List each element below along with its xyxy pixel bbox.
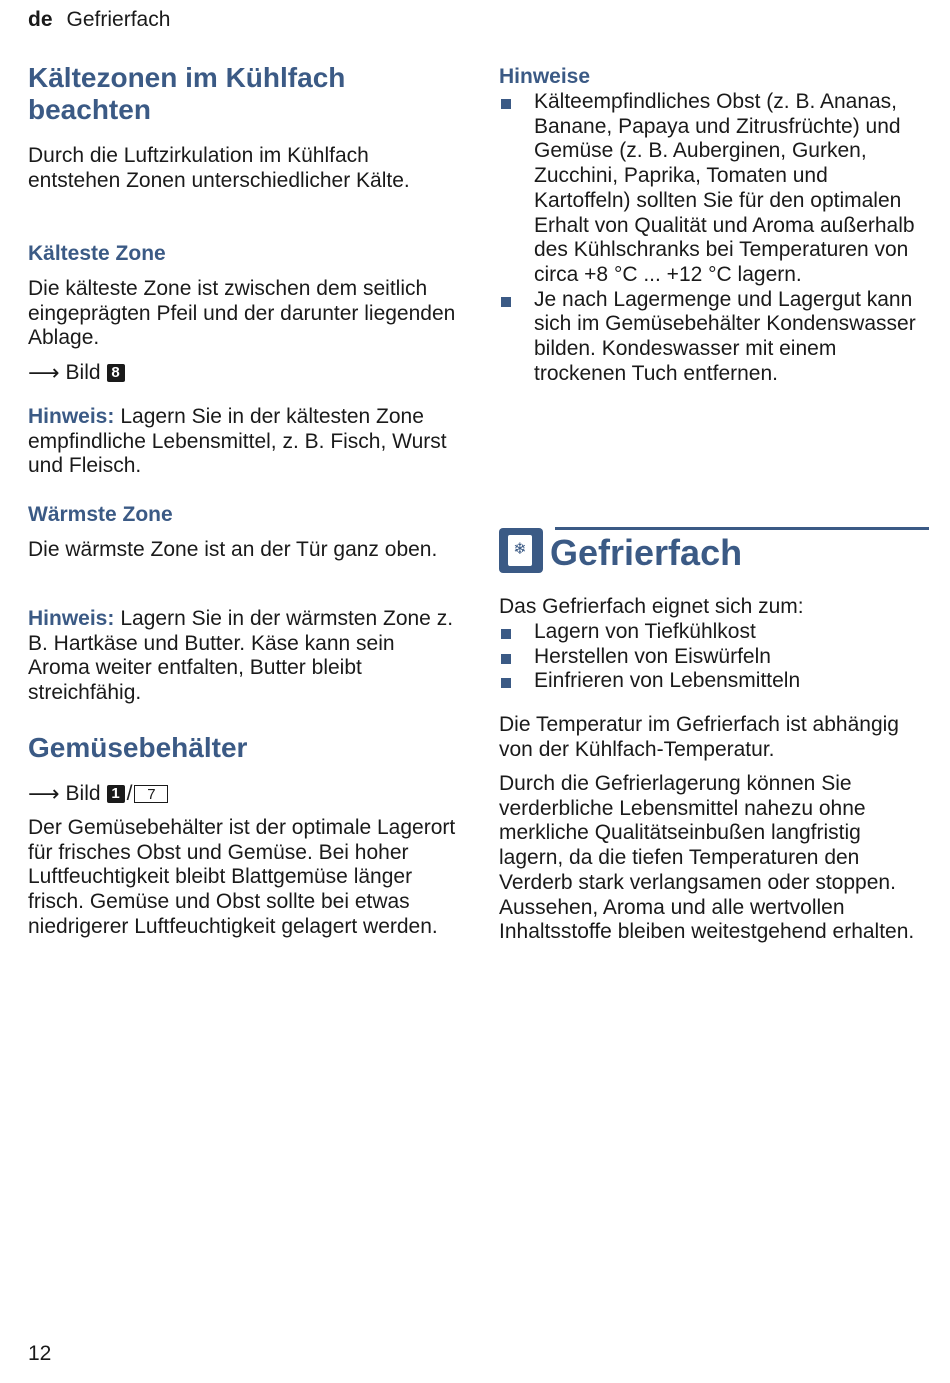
page-header bbox=[28, 8, 170, 32]
header-section-title: Gefrierfach bbox=[66, 8, 171, 31]
freezer-storage-text: Durch die Gefrierlagerung können Sie verderbliche Lebensmittel nahezu ohne merkliche Qualitätseinbußen langfristig lagern, da die tiefen Temperaturen den Verderb stark verlangsamen oder stoppen. Aussehen, Aroma und alle wertvollen Inhaltsstoffe bleiben weitestgehend erhalten. bbox=[499, 772, 915, 944]
notes-heading: Hinweise bbox=[499, 65, 591, 88]
list-item: Je nach Lagermenge und Lagergut kann sich im Gemüsebehälter Kondenswasser bilden. Kondeswasser mit einem trockenen Tuch entfernen. bbox=[499, 288, 929, 387]
cold-zones-heading: Kältezonen im Kühlfach beachten bbox=[28, 62, 346, 125]
language-code: de bbox=[28, 8, 53, 31]
crisper-text: Der Gemüsebehälter ist der optimale Lagerort für frisches Obst und Gemüse. Bei hoher Luftfeuchtigkeit bleibt Blattgemüse länger frisch. Gemüse und Obst sollte bei etwas niedrigerer Luftfeuchtigkeit gelagert werden. bbox=[28, 816, 456, 938]
figure-number-badge: 8 bbox=[107, 364, 125, 382]
warmest-zone-hint bbox=[28, 607, 458, 706]
notes-list bbox=[499, 90, 929, 386]
arrow-right-icon: ⟶ bbox=[28, 360, 60, 385]
figure-separator: / bbox=[126, 782, 133, 805]
section-divider bbox=[555, 527, 929, 530]
freezer-temperature-text: Die Temperatur im Gefrierfach ist abhängig von der Kühlfach-Temperatur. bbox=[499, 713, 899, 761]
figure-reference-8 bbox=[28, 360, 458, 386]
hint-text: Lagern Sie in der wärmsten Zone z. B. Hartkäse und Butter. Käse kann sein Aroma weiter entfalten, Butter bleibt streichfähig. bbox=[28, 607, 454, 705]
figure-label: Bild bbox=[65, 782, 101, 805]
coldest-zone-text: Die kälteste Zone ist zwischen dem seitlich eingeprägten Pfeil und der darunter liegenden Ablage. bbox=[28, 277, 456, 350]
list-item: Lagern von Tiefkühlkost bbox=[499, 620, 929, 645]
warmest-zone-text: Die wärmste Zone ist an der Tür ganz oben. bbox=[28, 538, 438, 561]
list-item: Einfrieren von Lebensmitteln bbox=[499, 669, 929, 694]
figure-reference-1-7 bbox=[28, 781, 458, 807]
hint-text: Lagern Sie in der kältesten Zone empfindliche Lebensmittel, z. B. Fisch, Wurst und Fleisch. bbox=[28, 405, 447, 478]
freezer-icon bbox=[499, 528, 543, 573]
list-item: Kälteempfindliches Obst (z. B. Ananas, Banane, Papaya und Zitrusfrüchte) und Gemüse (z. B. Auberginen, Gurken, Zucchini, Paprika, Tomaten und Kartoffeln) sollten Sie für den optimalen Erhalt von Qualität und Aroma außerhalb des Kühlschranks bei Temperaturen von circa +8 °C ... +12 °C lagern. bbox=[499, 90, 929, 288]
hint-label: Hinweis: bbox=[28, 607, 115, 630]
list-item: Herstellen von Eiswürfeln bbox=[499, 645, 929, 670]
page-number: 12 bbox=[28, 1342, 52, 1365]
arrow-right-icon: ⟶ bbox=[28, 781, 60, 806]
crisper-heading: Gemüsebehälter bbox=[28, 732, 248, 763]
snowflake-icon: ❄ bbox=[513, 541, 527, 558]
figure-label: Bild bbox=[65, 361, 101, 384]
warmest-zone-heading: Wärmste Zone bbox=[28, 503, 173, 526]
coldest-zone-hint bbox=[28, 405, 458, 479]
freezer-uses-list bbox=[499, 620, 929, 694]
figure-number-badge: 1 bbox=[107, 785, 125, 803]
cold-zones-intro: Durch die Luftzirkulation im Kühlfach entstehen Zonen unterschiedlicher Kälte. bbox=[28, 144, 410, 192]
freezer-heading: Gefrierfach bbox=[550, 532, 743, 573]
freezer-intro: Das Gefrierfach eignet sich zum: bbox=[499, 595, 804, 618]
coldest-zone-heading: Kälteste Zone bbox=[28, 242, 166, 265]
hint-label: Hinweis: bbox=[28, 405, 115, 428]
figure-number-outline-badge: 7 bbox=[134, 785, 168, 803]
